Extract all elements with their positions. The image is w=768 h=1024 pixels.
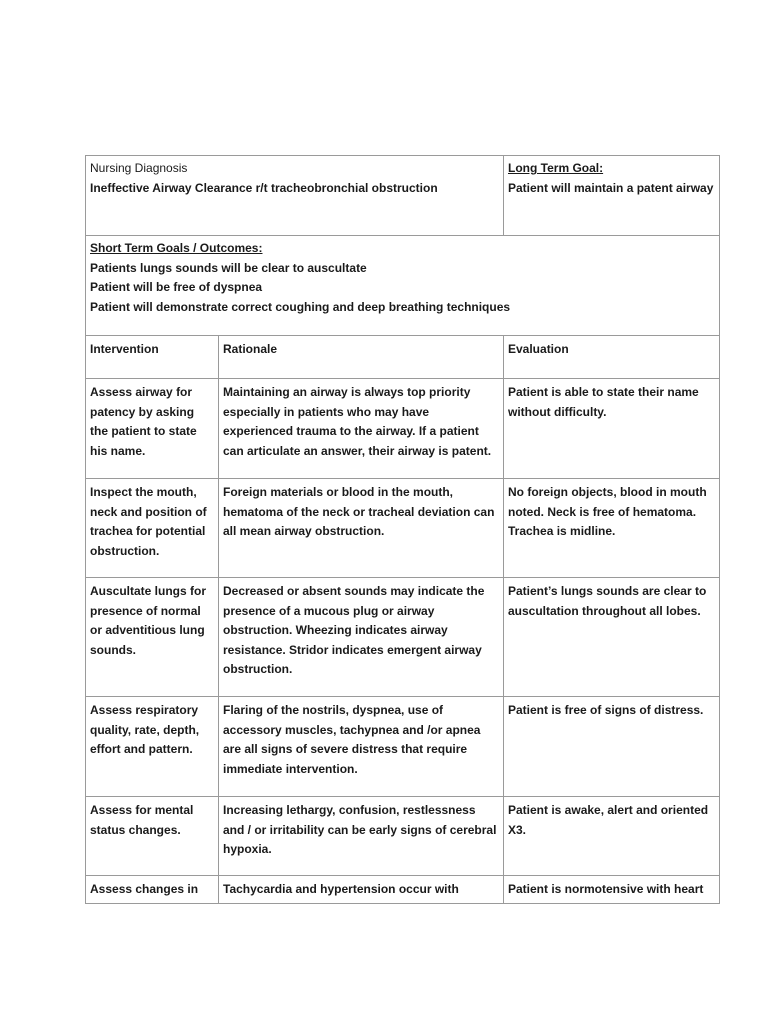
evaluation-cell: Patient is able to state their name without difficulty.: [504, 379, 720, 479]
intervention-cell: Auscultate lungs for presence of normal or adventitious lung sounds.: [86, 578, 219, 697]
intervention-cell: Inspect the mouth, neck and position of trachea for potential obstruction.: [86, 479, 219, 578]
short-term-goal: Patient will demonstrate correct coughing and deep breathing techniques: [90, 299, 511, 314]
evaluation-cell: Patient is free of signs of distress.: [504, 697, 720, 797]
table-row: [86, 797, 720, 876]
table-row: [86, 876, 720, 904]
intervention-cell: Assess changes in: [86, 876, 219, 904]
rationale-header: Rationale: [219, 336, 504, 379]
rationale-cell: Increasing lethargy, confusion, restlessness and / or irritability can be early signs of cerebral hypoxia.: [219, 797, 504, 876]
table-row: [86, 479, 720, 578]
rationale-cell: Decreased or absent sounds may indicate the presence of a mucous plug or airway obstruction. Wheezing indicates airway resistance. Stridor indicates emergent airway obstruction.: [219, 578, 504, 697]
evaluation-cell: Patient is normotensive with heart: [504, 876, 720, 904]
rationale-cell: Foreign materials or blood in the mouth, hematoma of the neck or tracheal deviation can all mean airway obstruction.: [219, 479, 504, 578]
diagnosis-cell: [86, 156, 504, 236]
intervention-cell: Assess for mental status changes.: [86, 797, 219, 876]
short-term-goal: Patient will be free of dyspnea: [90, 280, 263, 294]
rationale-cell: Tachycardia and hypertension occur with: [219, 876, 504, 904]
rationale-cell: Flaring of the nostrils, dyspnea, use of accessory muscles, tachypnea and /or apnea are all signs of severe distress that require immediate intervention.: [219, 697, 504, 797]
diagnosis-label: Nursing Diagnosis: [90, 161, 188, 175]
evaluation-cell: Patient is awake, alert and oriented X3.: [504, 797, 720, 876]
care-plan-table: [85, 155, 720, 904]
intervention-cell: Assess respiratory quality, rate, depth, effort and pattern.: [86, 697, 219, 797]
short-term-goal: Patients lungs sounds will be clear to auscultate: [90, 260, 367, 275]
long-term-goal-label: Long Term Goal:: [508, 161, 604, 175]
rationale-cell: Maintaining an airway is always top priority especially in patients who may have experienced trauma to the airway. If a patient can articulate an answer, their airway is patent.: [219, 379, 504, 479]
table-row: [86, 379, 720, 479]
table-row: [86, 578, 720, 697]
evaluation-cell: Patient’s lungs sounds are clear to auscultation throughout all lobes.: [504, 578, 720, 697]
short-term-goals-row: [86, 236, 720, 336]
table-row: [86, 697, 720, 797]
intervention-cell: Assess airway for patency by asking the patient to state his name.: [86, 379, 219, 479]
evaluation-header: Evaluation: [504, 336, 720, 379]
short-term-goals-label: Short Term Goals / Outcomes:: [90, 241, 263, 255]
intervention-header: Intervention: [86, 336, 219, 379]
diagnosis-title: Ineffective Airway Clearance r/t tracheobronchial obstruction: [90, 180, 438, 195]
diagnosis-row: [86, 156, 720, 236]
long-term-goal-text: Patient will maintain a patent airway: [508, 180, 714, 195]
evaluation-cell: No foreign objects, blood in mouth noted. Neck is free of hematoma. Trachea is midline.: [504, 479, 720, 578]
long-term-goal-cell: [504, 156, 720, 236]
column-header-row: [86, 336, 720, 379]
short-term-goals-cell: [86, 236, 720, 336]
